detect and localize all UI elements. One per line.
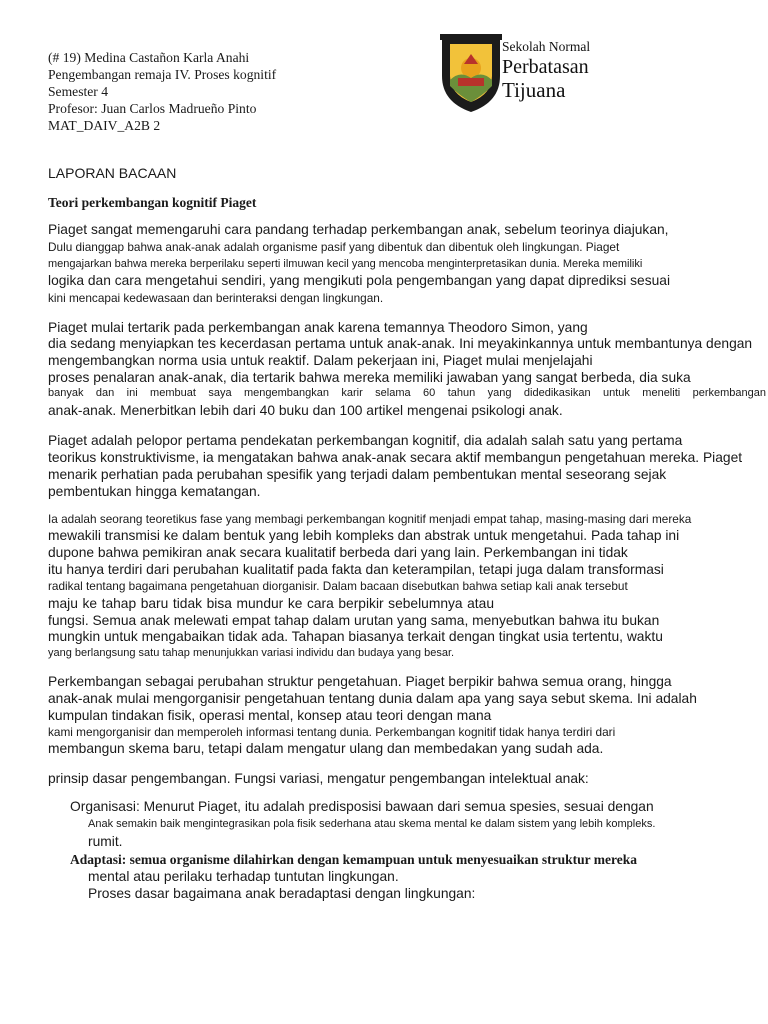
paragraph-line: Perkembangan sebagai perubahan struktur pengetahuan. Piaget berpikir bahwa semua orang, hingga xyxy=(48,674,672,689)
paragraph-line: mengajarkan bahwa mereka berperilaku seperti ilmuwan kecil yang mencoba menginterpretasikan dunia. Mereka memiliki xyxy=(48,258,643,270)
paragraph-line: Piaget sangat memengaruhi cara pandang terhadap perkembangan anak, sebelum teorinya diajukan, xyxy=(48,222,669,237)
header-line: MAT_DAIV_A2B 2 xyxy=(48,118,161,133)
paragraph-line: Piaget mulai tertarik pada perkembangan anak karena temannya Theodoro Simon, yang xyxy=(48,320,588,335)
paragraph-line: mungkin untuk mengabaikan tidak ada. Tahapan biasanya terkait dengan tingkat usia tertentu, waktu xyxy=(48,629,663,644)
paragraph-line: fungsi. Semua anak melewati empat tahap dalam urutan yang sama, menyebutkan bahwa itu bukan xyxy=(48,613,660,628)
paragraph-line: logika dan cara mengetahui sendiri, yang mengikuti pola pengembangan yang dapat diprediksi sesuai xyxy=(48,273,671,288)
header-line: Pengembangan remaja IV. Proses kognitif xyxy=(48,67,277,82)
paragraph-line: menarik perhatian pada perubahan spesifik yang terjadi dalam pembentukan mental seseorang sejak xyxy=(48,467,667,482)
paragraph-line: Piaget adalah pelopor pertama pendekatan perkembangan kognitif, dia adalah salah satu yang pertama xyxy=(48,433,683,448)
paragraph-line: dia sedang menyiapkan tes kecerdasan pertama untuk anak-anak. Ini meyakinkannya untuk membantunya dengan xyxy=(48,336,753,351)
paragraph-line: banyak dan ini membuat saya mengembangkan karir selama 60 tahun yang didedikasikan untuk meneliti perkembangan xyxy=(48,387,766,399)
paragraph-line: teorikus konstruktivisme, ia mengatakan bahwa anak-anak secara aktif membangun pengetahuan mereka. Piaget xyxy=(48,450,743,465)
report-label: LAPORAN BACAAN xyxy=(48,165,177,181)
paragraph-line: kumpulan tindakan fisik, operasi mental, konsep atau teori dengan mana xyxy=(48,708,492,723)
paragraph-line: anak-anak. Menerbitkan lebih dari 40 buku dan 100 artikel mengenai psikologi anak. xyxy=(48,403,563,418)
paragraph-line: Dulu dianggap bahwa anak-anak adalah organisme pasif yang dibentuk dan dibentuk oleh lingkungan. Piaget xyxy=(48,240,620,254)
school-logo xyxy=(440,28,640,118)
header-line: Semester 4 xyxy=(48,84,109,99)
logo-line-2: Perbatasan xyxy=(502,56,589,78)
bullet-text: Organisasi: Menurut Piaget, itu adalah predisposisi bawaan dari semua spesies, sesuai dengan xyxy=(70,799,654,814)
paragraph-line: proses penalaran anak-anak, dia tertarik bahwa mereka memiliki jawaban yang sangat berbeda, dia suka xyxy=(48,370,691,385)
school-seal-icon xyxy=(440,30,502,114)
bullet-subline: Anak semakin baik mengintegrasikan pola fisik sederhana atau skema mental ke dalam sistem yang lebih kompleks. xyxy=(88,818,656,830)
page-title: Teori perkembangan kognitif Piaget xyxy=(48,195,257,210)
bullet-subline: Proses dasar bagaimana anak beradaptasi dengan lingkungan: xyxy=(88,886,476,901)
paragraph-line: anak-anak mulai mengorganisir pengetahuan tentang dunia dalam apa yang saya sebut skema. Ini adalah xyxy=(48,691,697,706)
header-line: (# 19) Medina Castañon Karla Anahi xyxy=(48,50,250,65)
list-item xyxy=(58,799,654,814)
paragraph-line: yang berlangsung satu tahap menunjukkan variasi individu dan budaya yang besar. xyxy=(48,647,455,659)
header-line: Profesor: Juan Carlos Madrueño Pinto xyxy=(48,101,257,116)
bullet-subline: mental atau perilaku terhadap tuntutan lingkungan. xyxy=(88,869,399,884)
bullet-subline: rumit. xyxy=(88,834,123,849)
paragraph-line: dupone bahwa pemikiran anak secara kualitatif berbeda dari yang lain. Perkembangan ini tidak xyxy=(48,545,628,560)
paragraph-line: mengembangkan norma usia untuk reaktif. Dalam pekerjaan ini, Piaget mulai menjelajahi xyxy=(48,353,593,368)
paragraph-line: kini mencapai kedewasaan dan berinteraksi dengan lingkungan. xyxy=(48,291,384,305)
paragraph-line: itu hanya terdiri dari perubahan kualitatif pada fakta dan keterampilan, tetapi juga dalam transformasi xyxy=(48,562,664,577)
list-item xyxy=(58,852,637,868)
principles-intro: prinsip dasar pengembangan. Fungsi variasi, mengatur pengembangan intelektual anak: xyxy=(48,771,589,786)
paragraph-line: membangun skema baru, tetapi dalam mengatur ulang dan membedakan yang sudah ada. xyxy=(48,741,604,756)
paragraph-line: Ia adalah seorang teoretikus fase yang membagi perkembangan kognitif menjadi empat tahap, masing-masing dari mereka xyxy=(48,512,692,526)
paragraph-line: mewakili transmisi ke dalam bentuk yang lebih kompleks dan abstrak untuk mengetahui. Pada tahap ini xyxy=(48,528,680,543)
paragraph-line: kami mengorganisir dan memperoleh informasi tentang dunia. Perkembangan kognitif tidak hanya terdiri dari xyxy=(48,725,616,739)
paragraph-line: pembentukan hingga kematangan. xyxy=(48,484,261,499)
bullet-text: Adaptasi: semua organisme dilahirkan dengan kemampuan untuk menyesuaikan struktur mereka xyxy=(70,852,637,867)
paragraph-line: radikal tentang bagaimana pengetahuan diorganisir. Dalam bacaan disebutkan bahwa setiap kali anak tersebut xyxy=(48,579,628,593)
paragraph-line: maju ke tahap baru tidak bisa mundur ke cara berpikir sebelumnya atau xyxy=(48,596,494,611)
logo-line-1: Sekolah Normal xyxy=(502,39,591,54)
logo-line-3: Tijuana xyxy=(502,78,566,102)
